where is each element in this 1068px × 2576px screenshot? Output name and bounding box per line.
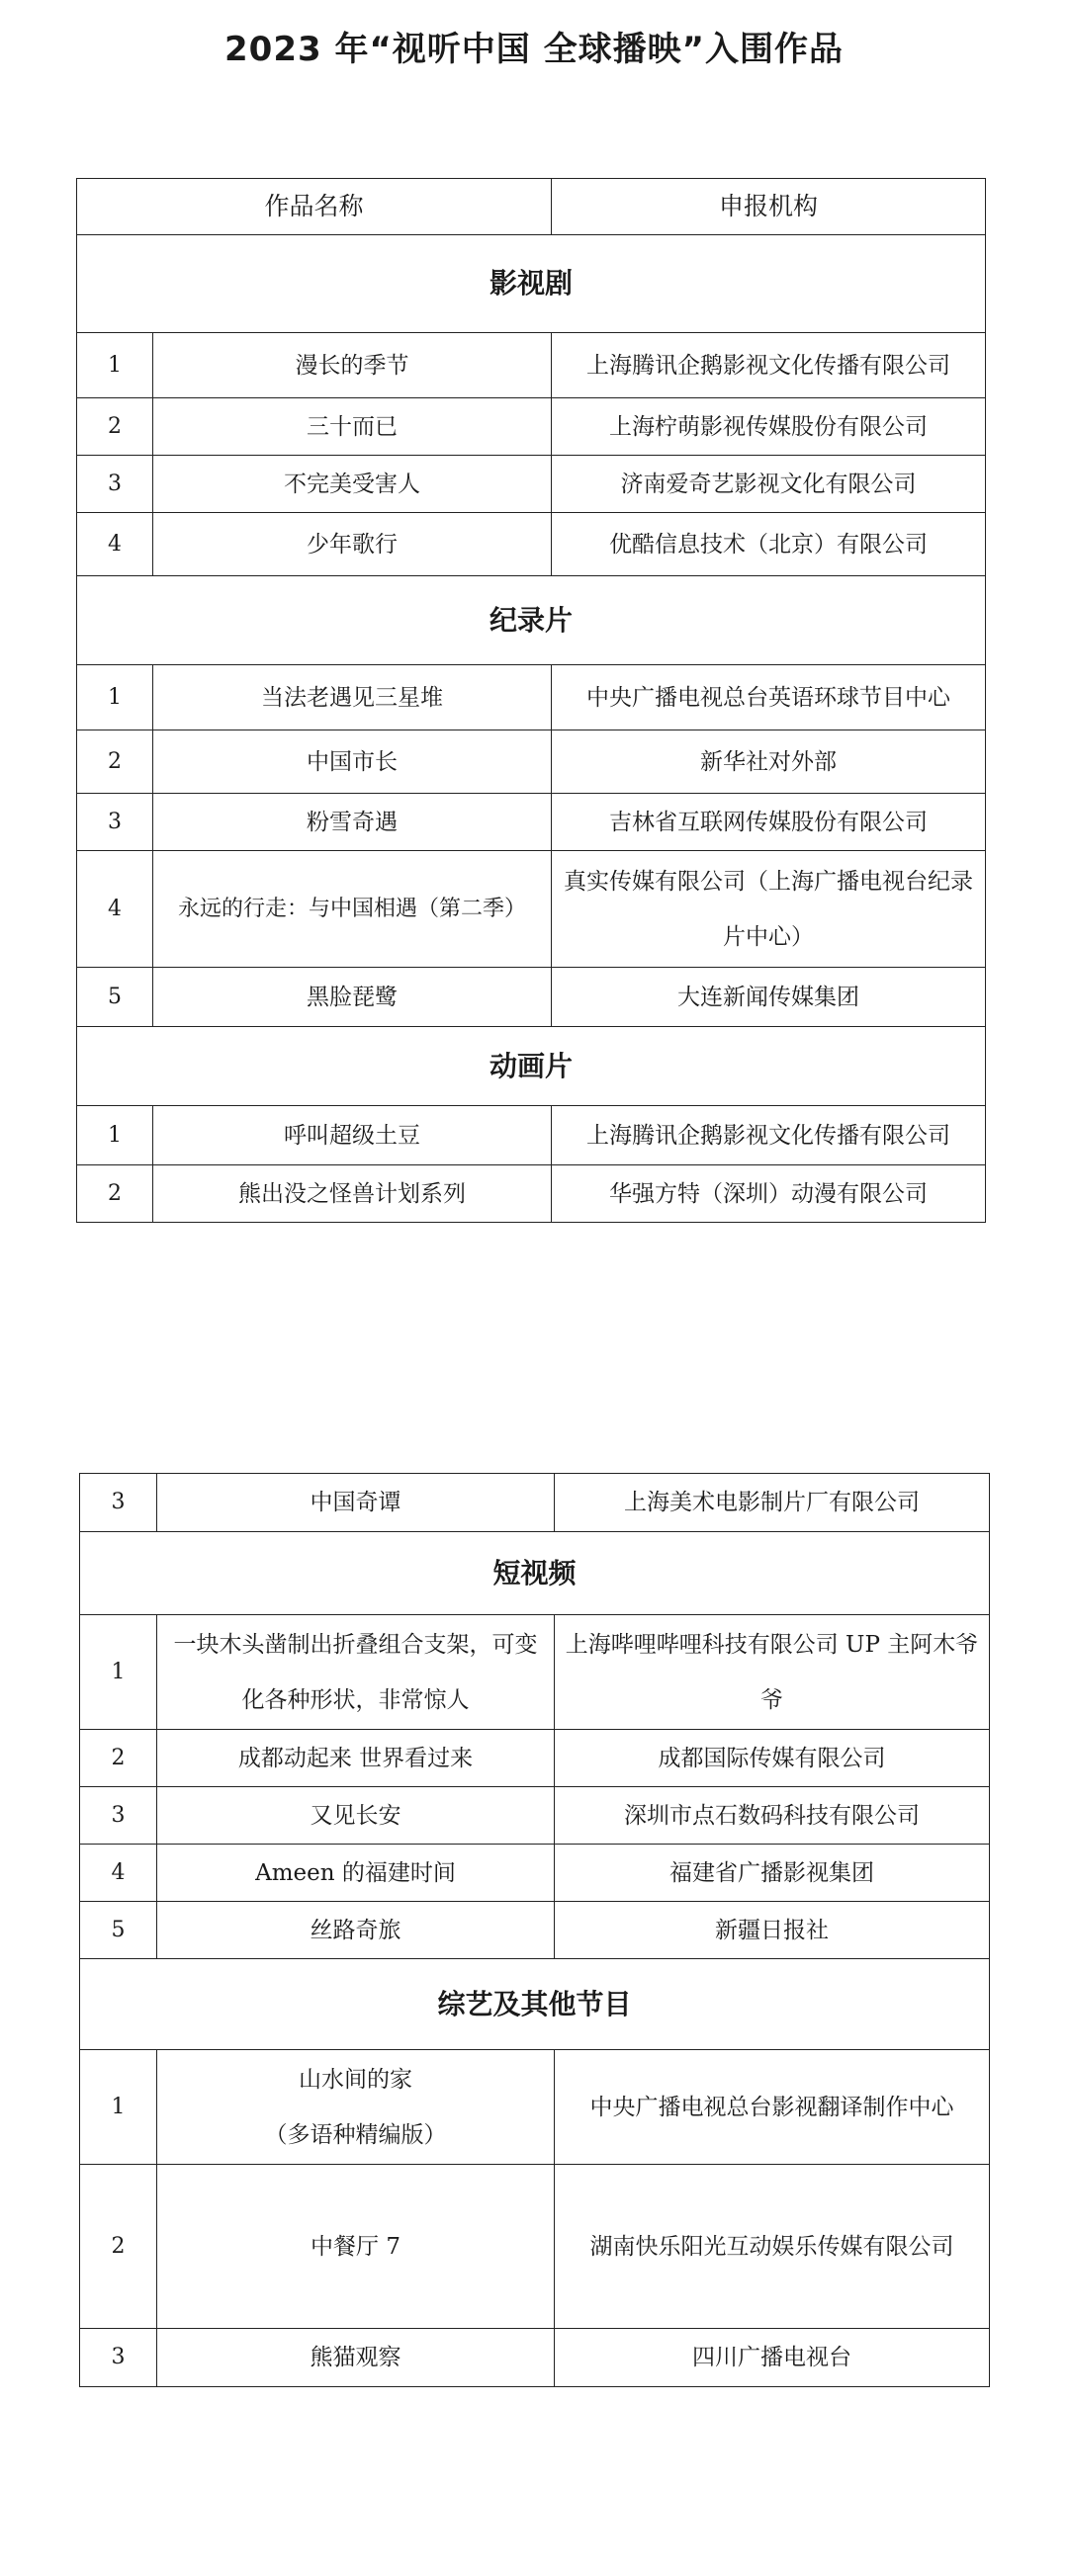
applicant-org: 福建省广播影视集团 xyxy=(555,1845,990,1902)
applicant-org: 成都国际传媒有限公司 xyxy=(555,1730,990,1787)
row-number: 2 xyxy=(80,2165,157,2329)
table-row xyxy=(77,333,986,398)
applicant-org: 上海美术电影制片厂有限公司 xyxy=(555,1474,990,1532)
row-number: 3 xyxy=(77,794,153,851)
row-number: 1 xyxy=(80,2050,157,2165)
table-row xyxy=(77,730,986,794)
work-title: 中国奇谭 xyxy=(157,1474,555,1532)
row-number: 1 xyxy=(77,665,153,730)
table-row xyxy=(80,1730,990,1787)
work-title: 呼叫超级土豆 xyxy=(153,1106,552,1165)
row-number: 2 xyxy=(77,398,153,456)
applicant-org: 新华社对外部 xyxy=(552,730,986,794)
work-title: 少年歌行 xyxy=(153,513,552,576)
row-number: 3 xyxy=(80,2329,157,2387)
table-row xyxy=(77,513,986,576)
work-title: 丝路奇旅 xyxy=(157,1902,555,1959)
applicant-org: 华强方特（深圳）动漫有限公司 xyxy=(552,1165,986,1223)
table-row xyxy=(80,1615,990,1730)
section-row xyxy=(77,235,986,333)
table-row xyxy=(80,1787,990,1845)
section-title: 短视频 xyxy=(80,1532,990,1615)
section-title: 纪录片 xyxy=(77,576,986,665)
applicant-org: 吉林省互联网传媒股份有限公司 xyxy=(552,794,986,851)
section-title: 动画片 xyxy=(77,1027,986,1106)
table-row xyxy=(77,456,986,513)
table-row xyxy=(80,2329,990,2387)
work-title: 粉雪奇遇 xyxy=(153,794,552,851)
section-title: 综艺及其他节目 xyxy=(80,1959,990,2050)
work-title: Ameen 的福建时间 xyxy=(157,1845,555,1902)
table-row xyxy=(77,398,986,456)
row-number: 3 xyxy=(77,456,153,513)
row-number: 1 xyxy=(80,1615,157,1730)
row-number: 1 xyxy=(77,1106,153,1165)
table-row xyxy=(77,794,986,851)
table-row xyxy=(77,665,986,730)
work-title: 漫长的季节 xyxy=(153,333,552,398)
header-applicant-org: 申报机构 xyxy=(552,179,986,235)
row-number: 4 xyxy=(77,851,153,968)
work-title: 中餐厅 7 xyxy=(157,2165,555,2329)
work-title: 不完美受害人 xyxy=(153,456,552,513)
table-row xyxy=(77,851,986,968)
table-row xyxy=(77,1106,986,1165)
row-number: 2 xyxy=(80,1730,157,1787)
table-row xyxy=(77,1165,986,1223)
work-title-main: 山水间的家 xyxy=(299,2066,412,2093)
applicant-org: 真实传媒有限公司（上海广播电视台纪录片中心） xyxy=(552,851,986,968)
applicant-org: 上海腾讯企鹅影视文化传播有限公司 xyxy=(552,333,986,398)
work-title: 熊出没之怪兽计划系列 xyxy=(153,1165,552,1223)
table-row xyxy=(80,1902,990,1959)
applicant-org: 上海柠萌影视传媒股份有限公司 xyxy=(552,398,986,456)
entries-table-part-1 xyxy=(76,178,986,1223)
row-number: 4 xyxy=(77,513,153,576)
table-header-row xyxy=(77,179,986,235)
row-number: 4 xyxy=(80,1845,157,1902)
section-title: 影视剧 xyxy=(77,235,986,333)
applicant-org: 上海哔哩哔哩科技有限公司 UP 主阿木爷爷 xyxy=(555,1615,990,1730)
row-number: 3 xyxy=(80,1787,157,1845)
row-number: 3 xyxy=(80,1474,157,1532)
applicant-org: 中央广播电视总台英语环球节目中心 xyxy=(552,665,986,730)
applicant-org: 四川广播电视台 xyxy=(555,2329,990,2387)
table-row xyxy=(80,2165,990,2329)
applicant-org: 湖南快乐阳光互动娱乐传媒有限公司 xyxy=(555,2165,990,2329)
applicant-org: 上海腾讯企鹅影视文化传播有限公司 xyxy=(552,1106,986,1165)
applicant-org: 中央广播电视总台影视翻译制作中心 xyxy=(555,2050,990,2165)
work-title: 成都动起来 世界看过来 xyxy=(157,1730,555,1787)
section-row xyxy=(80,1959,990,2050)
work-title: 一块木头凿制出折叠组合支架，可变化各种形状，非常惊人 xyxy=(157,1615,555,1730)
section-row xyxy=(80,1532,990,1615)
work-title: 三十而已 xyxy=(153,398,552,456)
work-title: 黑脸琵鹭 xyxy=(153,968,552,1027)
table-row xyxy=(80,1845,990,1902)
row-number: 5 xyxy=(80,1902,157,1959)
work-title: 当法老遇见三星堆 xyxy=(153,665,552,730)
work-title xyxy=(157,2050,555,2165)
page-title: 2023 年“视听中国 全球播映”入围作品 xyxy=(224,30,844,69)
table-row xyxy=(80,1474,990,1532)
section-row xyxy=(77,1027,986,1106)
work-title: 熊猫观察 xyxy=(157,2329,555,2387)
work-title: 又见长安 xyxy=(157,1787,555,1845)
work-title: 永远的行走：与中国相遇（第二季） xyxy=(153,851,552,968)
entries-table-part-2 xyxy=(79,1473,990,2387)
work-title-subtitle: （多语种精编版） xyxy=(264,2121,447,2148)
section-row xyxy=(77,576,986,665)
row-number: 1 xyxy=(77,333,153,398)
table-row xyxy=(80,2050,990,2165)
row-number: 2 xyxy=(77,1165,153,1223)
applicant-org: 优酷信息技术（北京）有限公司 xyxy=(552,513,986,576)
work-title: 中国市长 xyxy=(153,730,552,794)
row-number: 2 xyxy=(77,730,153,794)
applicant-org: 济南爱奇艺影视文化有限公司 xyxy=(552,456,986,513)
applicant-org: 新疆日报社 xyxy=(555,1902,990,1959)
table-row xyxy=(77,968,986,1027)
applicant-org: 大连新闻传媒集团 xyxy=(552,968,986,1027)
applicant-org: 深圳市点石数码科技有限公司 xyxy=(555,1787,990,1845)
row-number: 5 xyxy=(77,968,153,1027)
header-work-name: 作品名称 xyxy=(77,179,552,235)
